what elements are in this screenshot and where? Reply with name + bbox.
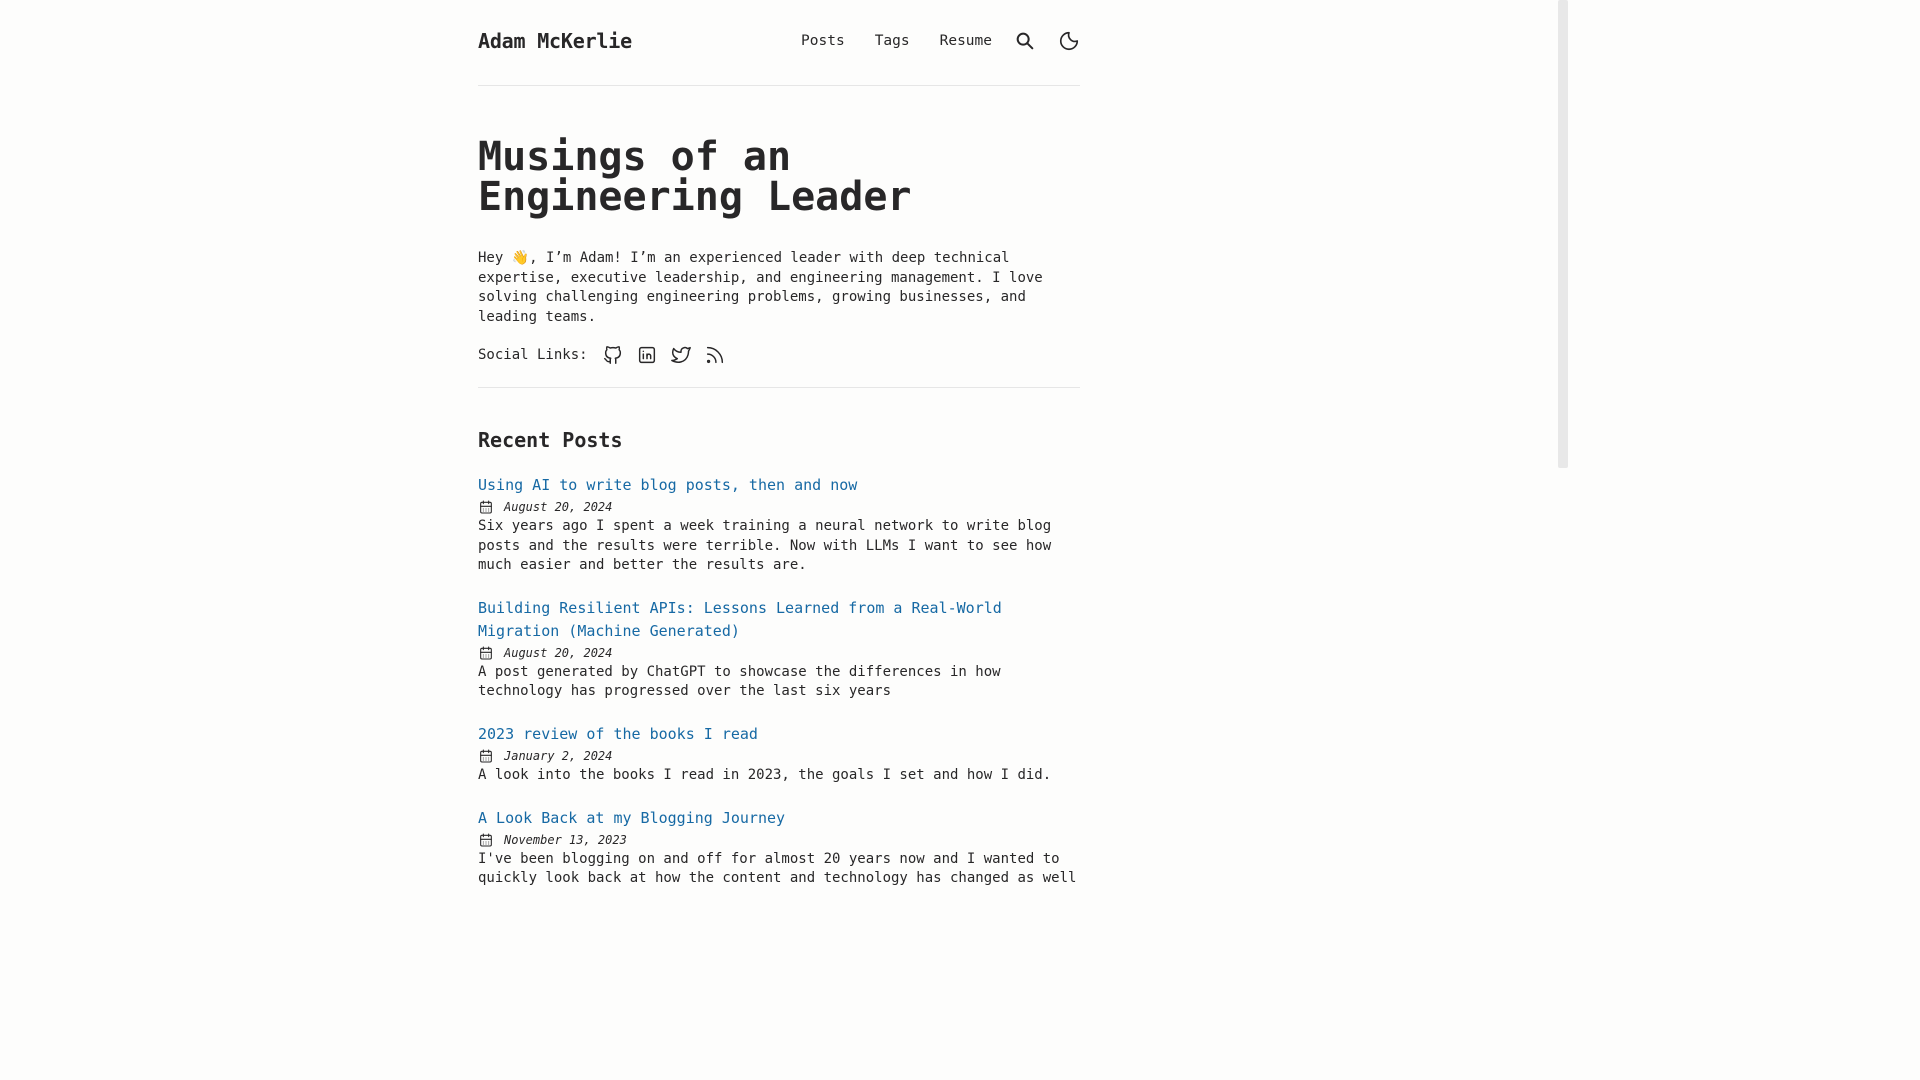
list-item	[478, 474, 1080, 576]
recent-posts-list	[478, 474, 1080, 910]
post-date-text: January 2, 2024	[504, 748, 613, 763]
post-title-link[interactable]: Using AI to write blog posts, then and now	[478, 476, 858, 494]
list-item	[478, 807, 1080, 889]
post-date	[478, 643, 1080, 663]
post-description: Six years ago I spent a week training a neural network to write blog posts and the results were terrible. Now with LLMs I want to see how much easier and better the results are.	[478, 518, 1052, 574]
nav-resume[interactable]: Resume	[939, 33, 992, 49]
nav-posts[interactable]: Posts	[801, 33, 845, 49]
twitter-icon[interactable]	[670, 344, 692, 366]
list-item	[478, 597, 1080, 702]
search-icon[interactable]	[1014, 30, 1036, 52]
nav-tags[interactable]: Tags	[874, 33, 910, 49]
linkedin-icon[interactable]	[636, 344, 658, 366]
calendar-icon	[478, 499, 494, 515]
post-description: A look into the books I read in 2023, the goals I set and how I did.	[478, 766, 1052, 783]
post-date	[478, 746, 1080, 766]
github-icon[interactable]	[602, 344, 624, 366]
main-nav	[771, 30, 1080, 52]
site-title-link[interactable]: Adam McKerlie	[478, 29, 632, 53]
rss-icon[interactable]	[704, 344, 726, 366]
site-header	[478, 0, 1080, 86]
calendar-icon	[478, 645, 494, 661]
post-date	[478, 830, 1080, 850]
social-links-label: Social Links:	[478, 347, 588, 363]
page-scrollbar[interactable]	[1558, 0, 1568, 468]
post-date-text: November 13, 2023	[504, 832, 627, 847]
recent-posts-heading: Recent Posts	[478, 428, 623, 452]
intro-text: Hey 👋, I’m Adam! I’m an experienced leader with deep technical expertise, executive leadership, and engineering management. I love solving challenging engineering problems, growing businesses, and leading teams.	[478, 250, 1043, 325]
post-description: I've been blogging on and off for almost 20 years now and I wanted to quickly look back at how the content and technology has changed as well	[478, 850, 1077, 887]
section-divider	[478, 387, 1080, 388]
calendar-icon	[478, 832, 494, 848]
page-title: Musings of an Engineering Leader	[478, 134, 912, 220]
list-item	[478, 723, 1080, 786]
social-links	[478, 344, 732, 366]
page-container	[478, 0, 1080, 887]
post-date-text: August 20, 2024	[504, 645, 613, 660]
post-title-link[interactable]: A Look Back at my Blogging Journey	[478, 808, 786, 827]
moon-icon[interactable]	[1058, 30, 1080, 52]
calendar-icon	[478, 748, 494, 764]
post-title-link[interactable]: 2023 review of the books I read	[478, 724, 758, 743]
post-description: A post generated by ChatGPT to showcase the differences in how technology has progressed over the last six years	[478, 663, 1001, 700]
post-title-link[interactable]: Building Resilient APIs: Lessons Learned from a Real-World Migration (Machine Generated)	[478, 598, 1002, 640]
post-date-text: August 20, 2024	[504, 500, 613, 514]
post-date	[478, 497, 1080, 517]
